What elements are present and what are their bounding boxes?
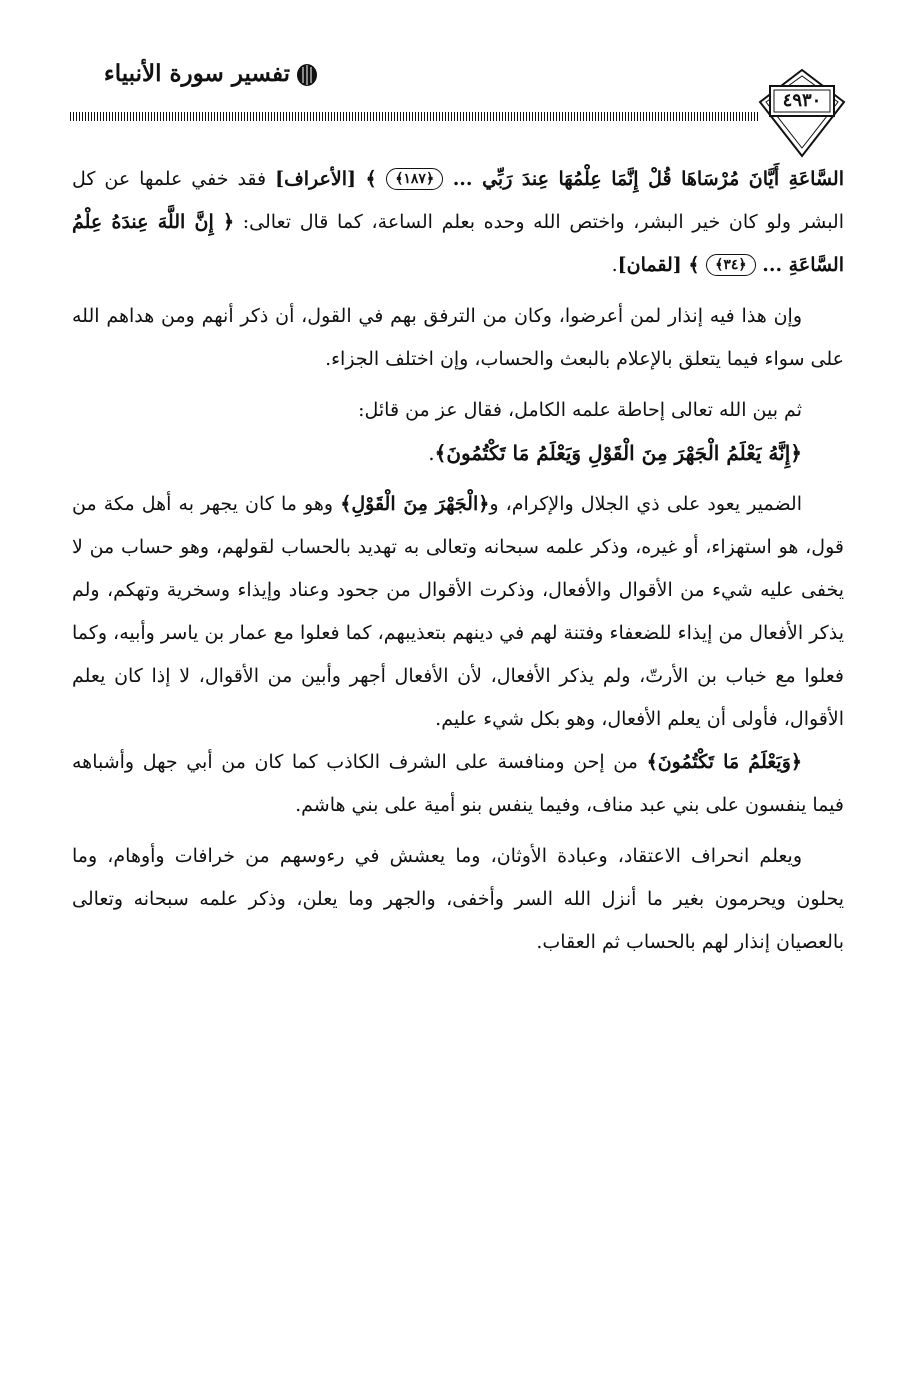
quran-quote: ﴿الْجَهْرَ مِنَ الْقَوْلِ﴾ — [340, 493, 490, 515]
page-number: ٤٩٣٠ — [782, 90, 822, 111]
quran-quote: ﴾ — [355, 168, 387, 190]
paragraph — [72, 741, 844, 827]
surah-reference: [الأعراف] — [275, 168, 356, 190]
text-segment: من إحن ومنافسة على الشرف الكاذب كما كان من أبي جهل وأشباهه فيما ينفسون على بني عبد مناف، وفيما ينفس بنو أمية على بني هاشم. — [72, 751, 844, 816]
ayah-number-marker: ﴿١٨٧﴾ — [386, 168, 443, 190]
quran-verse-line — [72, 432, 844, 475]
text-segment: . — [611, 254, 618, 276]
text-segment: الضمير يعود على ذي الجلال والإكرام، و — [489, 493, 802, 515]
paragraph — [72, 389, 844, 432]
text-segment: وإن هذا فيه إنذار لمن أعرضوا، وكان من الترفق بهم في القول، أن ذكر أنهم ومن هداهم الله على سواء فيما يتعلق بالإعلام بالبعث والحساب، وإن اختلف الجزاء. — [72, 305, 844, 370]
paragraph — [72, 295, 844, 381]
surah-reference: [لقمان] — [617, 254, 682, 276]
text-segment: ثم بين الله تعالى إحاطة علمه الكامل، فقال عز من قائل: — [358, 399, 802, 421]
paragraph — [72, 835, 844, 964]
quran-quote: ﴾ — [681, 254, 707, 276]
quran-quote: السَّاعَةِ أَيَّانَ مُرْسَاهَا قُلْ إِنَّمَا عِلْمُهَا عِندَ رَبِّي ... — [443, 168, 844, 190]
running-header-title: تفسير سورة الأنبياء — [103, 60, 290, 87]
text-segment: . — [428, 441, 435, 465]
text-segment: فقد خفي علمها عن كل البشر ولو كان خير البشر، واختص الله وحده بعلم الساعة، كما قال تعالى: — [72, 168, 844, 233]
page-number-badge — [756, 68, 848, 160]
text-segment: ويعلم انحراف الاعتقاد، وعبادة الأوثان، وما يعشش في رءوسهم من خرافات وأوهام، وما يحلون ويحرمون بغير ما أنزل الله السر وأخفى، والجهر وما يعلن، وذكر علمه سبحانه وتعالى بالعصيان إنذار لهم بالحساب ثم العقاب. — [72, 845, 844, 953]
body-text — [72, 158, 844, 964]
paragraph — [72, 158, 844, 287]
paragraph — [72, 483, 844, 741]
text-segment: وهو ما كان يجهر به أهل مكة من قول، هو استهزاء، أو غيره، وذكر علمه سبحانه وتعالى به تهديد بالحساب لقولهم، وهو حساب من لا يخفى عليه شيء من الأقوال والأفعال، وذكرت الأقوال من جحود وعناد وإيذاء وسخرية وتهكم، ولم يذكر الأفعال من إيذاء للضعفاء وفتنة لهم في دينهم بتعذيبهم، كما فعلوا مع عمار بن ياسر وأبيه، وكما فعلوا مع خباب بن الأرتّ، ولم يذكر الأفعال، لأن الأفعال أجهر وأبين من الأقوال، لا إذا كان يعلم الأقوال، فأولى أن يعلم الأفعال، وهو بكل شيء عليم. — [72, 493, 844, 730]
quran-quote: ﴿ إِنَّ اللَّهَ عِندَهُ عِلْمُ السَّاعَةِ ... — [72, 211, 844, 276]
quran-quote: ﴿إِنَّهُ يَعْلَمُ الْجَهْرَ مِنَ الْقَوْلِ وَيَعْلَمُ مَا تَكْتُمُونَ﴾ — [434, 441, 802, 465]
ayah-number-marker: ﴿٣٤﴾ — [706, 254, 755, 276]
header-hatched-rule — [70, 112, 760, 121]
quran-quote: ﴿وَيَعْلَمُ مَا تَكْتُمُونَ﴾ — [646, 751, 802, 773]
header-ornament-icon — [296, 63, 318, 87]
